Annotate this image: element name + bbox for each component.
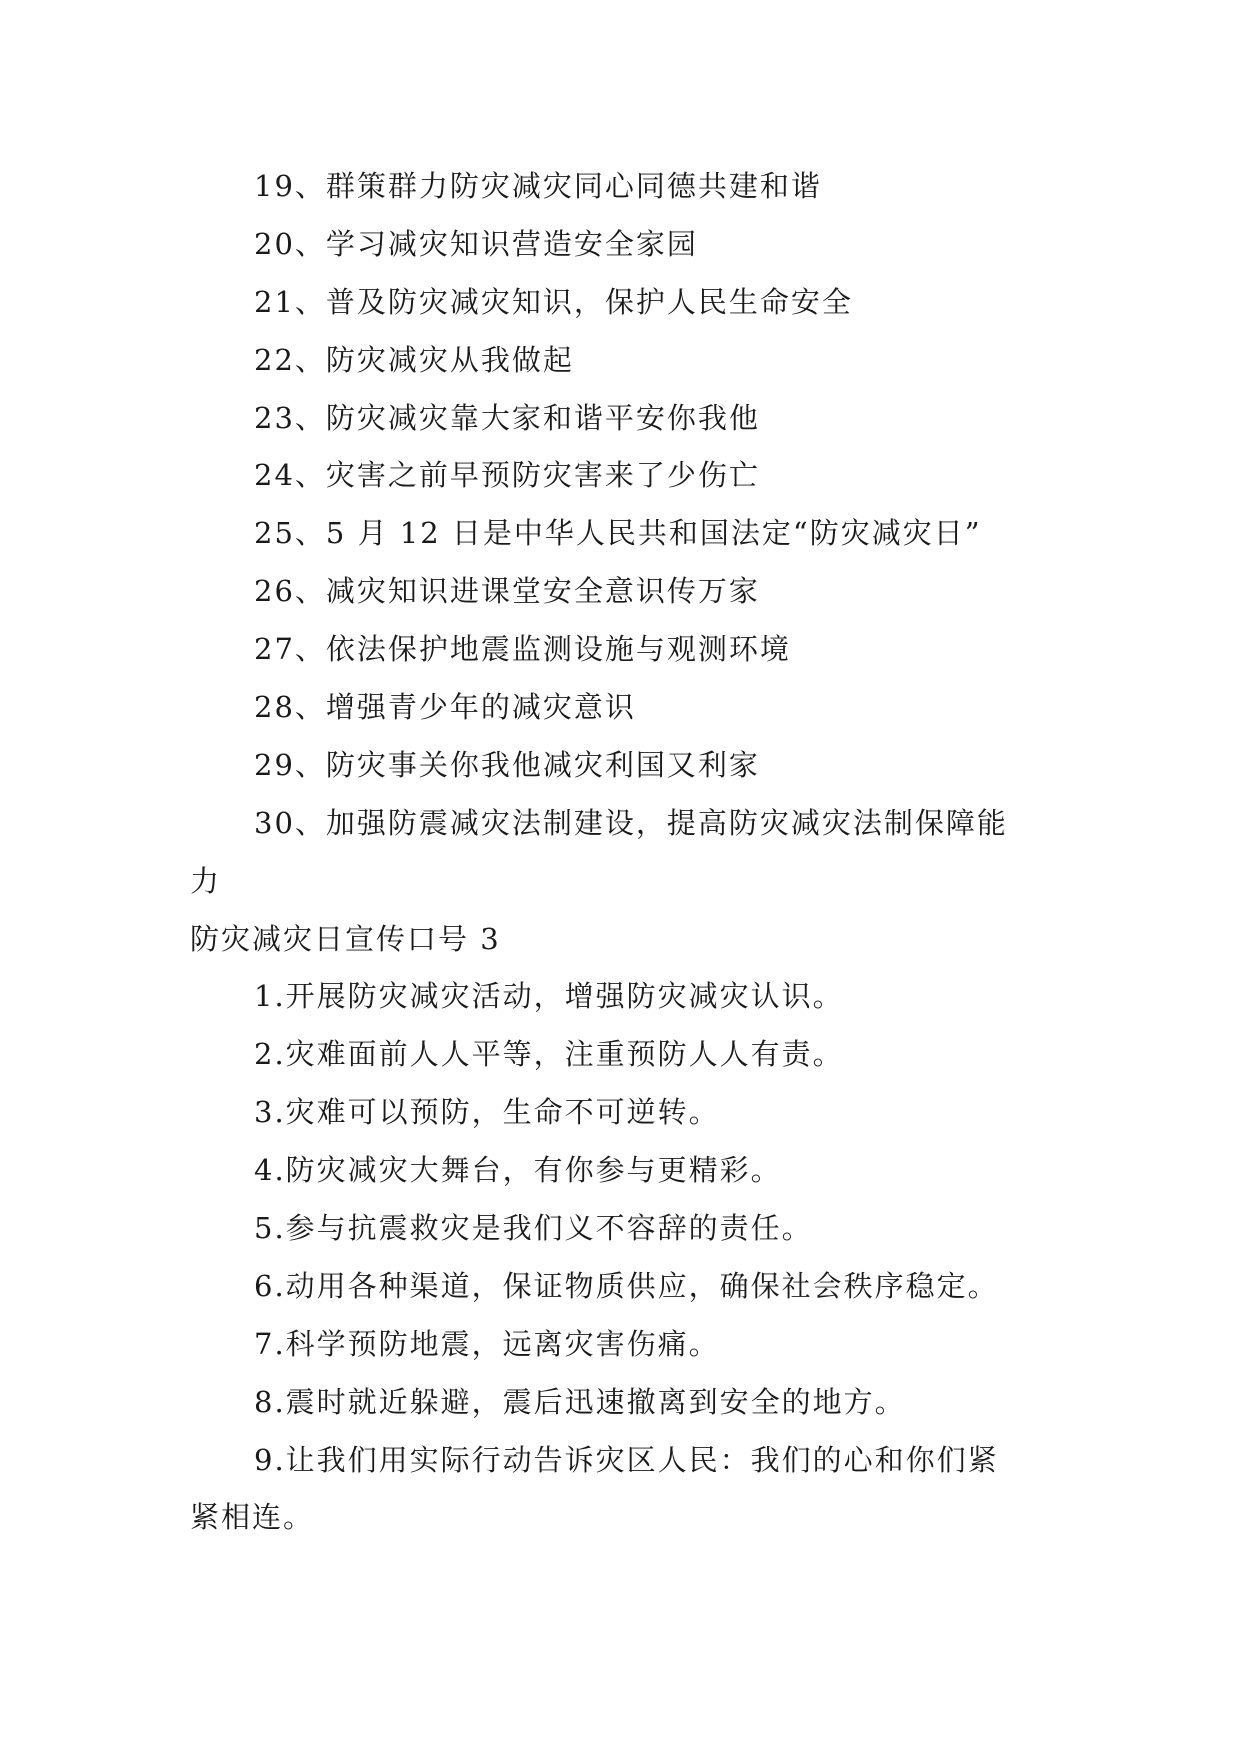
- list-item: 29、防灾事关你我他减灾利国又利家: [254, 747, 760, 782]
- list-item: 27、依法保护地震监测设施与观测环境: [254, 632, 791, 667]
- list-item: 25、5 月 12 日是中华人民共和国法定“防灾减灾日”: [254, 516, 982, 551]
- list-item: 5.参与抗震救灾是我们义不容辞的责任。: [254, 1211, 813, 1246]
- list-item: 21、普及防灾减灾知识，保护人民生命安全: [254, 284, 853, 319]
- list-item: 3.灾难可以预防，生命不可逆转。: [254, 1095, 720, 1130]
- list-item: 23、防灾减灾靠大家和谐平安你我他: [254, 400, 760, 435]
- list-item: 9.让我们用实际行动告诉灾区人民：我们的心和你们紧: [254, 1442, 999, 1477]
- document-body: [190, 158, 1070, 1547]
- list-item-continuation: 力: [190, 863, 222, 898]
- list-item: 8.震时就近躲避，震后迅速撤离到安全的地方。: [254, 1384, 906, 1419]
- list-item: 22、防灾减灾从我做起: [254, 342, 574, 377]
- list-item: 6.动用各种渠道，保证物质供应，确保社会秩序稳定。: [254, 1268, 999, 1303]
- list-item: 24、灾害之前早预防灾害来了少伤亡: [254, 458, 760, 493]
- list-item: 26、减灾知识进课堂安全意识传万家: [254, 574, 760, 609]
- list-item: 30、加强防震减灾法制建设，提高防灾减灾法制保障能: [254, 805, 1008, 840]
- list-item: 19、群策群力防灾减灾同心同德共建和谐: [254, 169, 822, 203]
- list-item: 1.开展防灾减灾活动，增强防灾减灾认识。: [254, 979, 844, 1014]
- list-item: 2.灾难面前人人平等，注重预防人人有责。: [254, 1037, 844, 1072]
- list-item: 28、增强青少年的减灾意识: [254, 690, 636, 725]
- list-item: 4.防灾减灾大舞台，有你参与更精彩。: [254, 1153, 782, 1188]
- list-item: 7.科学预防地震，远离灾害伤痛。: [254, 1326, 720, 1361]
- list-item: 20、学习减灾知识营造安全家园: [254, 226, 698, 261]
- section-heading: 防灾减灾日宣传口号 3: [190, 921, 501, 956]
- list-item-continuation: 紧相连。: [190, 1500, 315, 1535]
